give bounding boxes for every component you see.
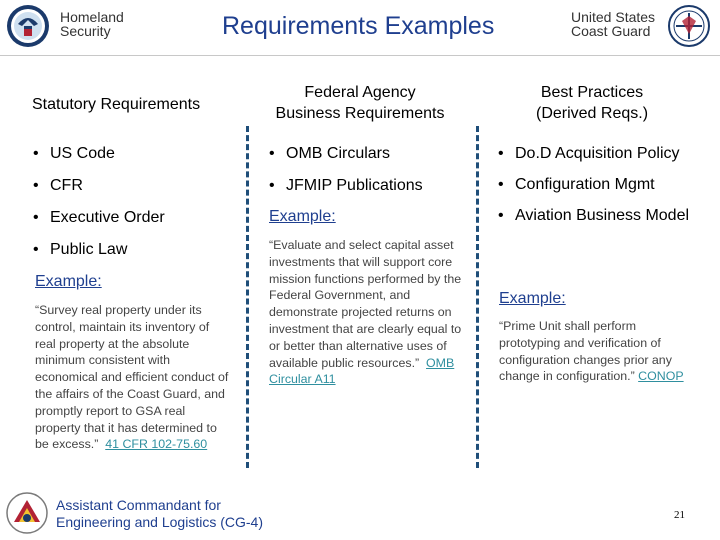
statutory-example-label: Example: [35, 273, 102, 290]
cg4-logo-icon [6, 492, 48, 534]
citation-link[interactable]: OMB Circular A11 [269, 355, 455, 387]
list-item: • Executive Order [30, 207, 240, 228]
column-divider [246, 126, 249, 468]
statutory-bullet-list [30, 143, 240, 271]
column-divider [476, 126, 479, 468]
statutory-requirements-heading: Statutory Requirements [32, 96, 201, 113]
homeland-security-label: Homeland Security [60, 9, 124, 39]
page-number: 21 [674, 509, 685, 521]
best-practices-example-label: Example: [499, 290, 566, 307]
list-item: • Aviation Business Model [495, 205, 695, 226]
header-divider [0, 55, 720, 56]
federal-bullet-list [266, 143, 466, 207]
best-practices-heading: Best Practices (Derived Reqs.) [535, 84, 649, 122]
list-item: • Public Law [30, 239, 240, 260]
list-item: • Configuration Mgmt [495, 174, 695, 195]
list-item: • JFMIP Publications [266, 175, 466, 196]
citation-link[interactable]: CONOP [638, 369, 684, 384]
slide-title: Requirements Examples [222, 12, 495, 40]
federal-agency-heading: Federal Agency Business Requirements [275, 84, 445, 122]
statutory-example-quote: “Survey real property under its control, maintain its inventory of real property at the absolute minimum consistent with economical and efficient conduct of the affairs of the Coast Guard, and promptly report to GSA real property that it has determined to be excess.” 41 CFR 102-75.60 [35, 303, 229, 452]
federal-example-quote: “Evaluate and select capital asset investments that will support core mission functions performed by the Federal Government, and demonstrate projected returns on investment that are clearly equal to or better than alternative uses of available public resources.” OMB Circular A11 [269, 238, 462, 387]
footer-office-label: Assistant Commandant for Engineering and Logistics (CG-4) [56, 497, 263, 530]
list-item: • OMB Circulars [266, 143, 466, 164]
best-practices-example-quote: “Prime Unit shall perform prototyping and verification of configuration changes prior any change in configuration.” CONOP [499, 319, 684, 384]
federal-example-label: Example: [269, 208, 336, 225]
dhs-seal-icon [6, 4, 50, 48]
list-item: • US Code [30, 143, 240, 164]
best-practices-bullet-list [495, 143, 695, 236]
coast-guard-label: United States Coast Guard [571, 9, 656, 39]
list-item: • CFR [30, 175, 240, 196]
citation-link[interactable]: 41 CFR 102-75.60 [105, 437, 208, 452]
list-item: • Do.D Acquisition Policy [495, 143, 695, 164]
uscg-seal-icon [664, 4, 714, 48]
